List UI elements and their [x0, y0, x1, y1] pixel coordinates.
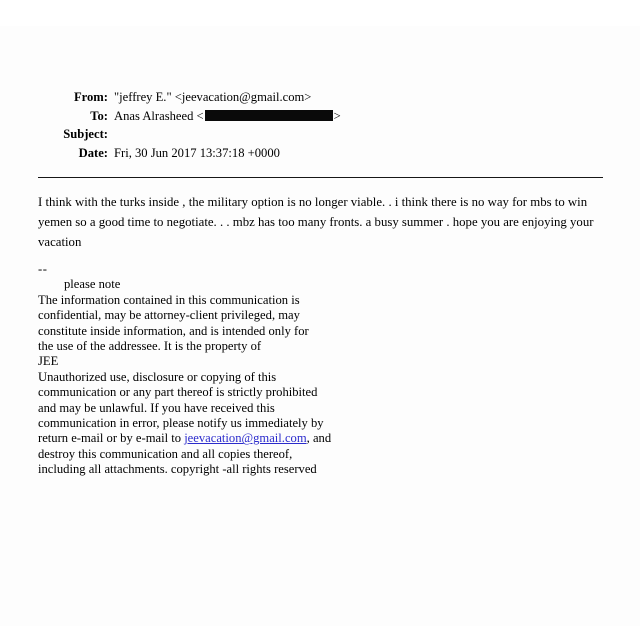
header-label-from: From: — [73, 90, 108, 104]
disclaimer-return-line — [38, 431, 438, 446]
return-line-suffix: , and — [306, 431, 332, 446]
disclaimer-line: communication in error, please notify us immediately by — [38, 416, 324, 431]
disclaimer-line: Unauthorized use, disclosure or copying of this — [38, 369, 277, 384]
disclaimer-line: including all attachments. copyright -all rights reserved — [38, 462, 317, 477]
header-label-subject: Subject: — [63, 127, 108, 141]
header-body-divider — [38, 177, 603, 178]
disclaimer-line-jee: JEE — [38, 354, 59, 369]
header-value-to-suffix: > — [333, 108, 341, 123]
header-row-date — [52, 144, 592, 163]
header-label-to: To: — [90, 108, 108, 123]
signature-dashes: -- — [38, 262, 48, 276]
disclaimer-line: destroy this communication and all copies thereof, — [38, 446, 293, 461]
header-row-to — [52, 107, 592, 126]
disclaimer-line: communication or any part thereof is strictly prohibited — [38, 385, 318, 400]
return-line-prefix: return e-mail or by e-mail to — [38, 431, 185, 446]
page-top-margin — [0, 0, 640, 26]
header-row-subject — [52, 125, 592, 144]
disclaimer-line: confidential, may be attorney-client privileged, may — [38, 308, 300, 323]
redaction-bar — [205, 110, 333, 121]
email-signature-block — [38, 262, 438, 478]
email-link[interactable]: jeevacation@gmail.com — [184, 431, 307, 446]
page-bottom-margin — [0, 626, 640, 640]
header-value-from: "jeffrey E." <jeevacation@gmail.com> — [114, 90, 312, 104]
disclaimer-line: the use of the addressee. It is the property of — [38, 339, 262, 354]
header-value-date: Fri, 30 Jun 2017 13:37:18 +0000 — [114, 145, 280, 160]
header-label-date: Date: — [78, 145, 108, 160]
disclaimer-line: The information contained in this communication is — [38, 292, 300, 307]
signature-please-note: please note — [64, 277, 121, 292]
header-value-to: Anas Alrasheed < — [114, 108, 204, 123]
disclaimer-line: constitute inside information, and is intended only for — [38, 323, 309, 338]
header-row-from — [52, 88, 592, 107]
disclaimer-line: and may be unlawful. If you have received this — [38, 400, 275, 415]
email-body: I think with the turks inside , the military option is no longer viable. . i think there is no way for mbs to win yemen so a good time to negotiate. . . mbz has too many fronts. a busy summer . hope you are enjoying your vacation — [38, 195, 594, 249]
email-header-block — [52, 88, 592, 162]
